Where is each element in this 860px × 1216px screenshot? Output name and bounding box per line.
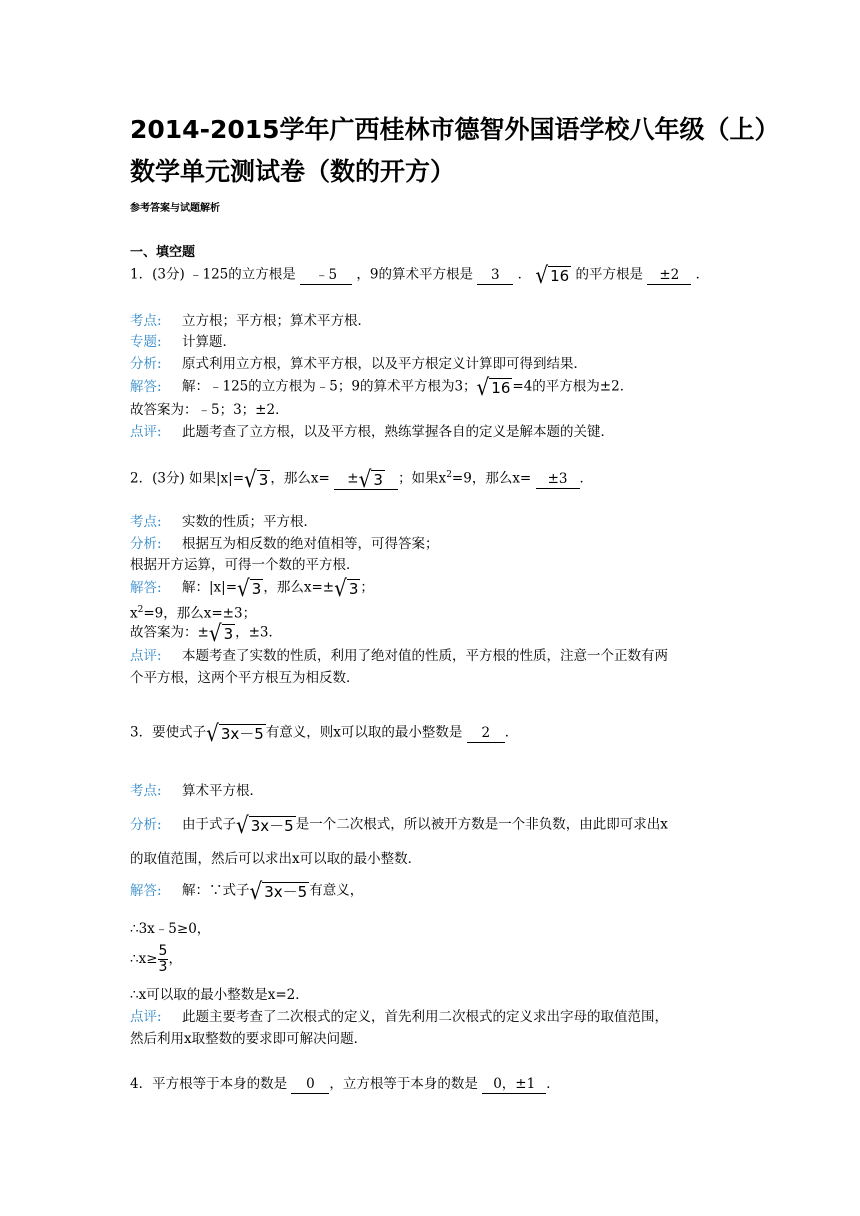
q4-stem: 4．平方根等于本身的数是 0 ，立方根等于本身的数是 0，±1 ． xyxy=(130,1076,560,1092)
q1-zhuanti: 专题: 计算题． xyxy=(130,334,236,350)
page-title-line2: 数学单元测试卷（数的开方） xyxy=(130,157,456,186)
q2-kaodian: 考点: 实数的性质；平方根． xyxy=(130,514,317,530)
q3-kaodian: 考点: 算术平方根． xyxy=(130,783,263,799)
q1-kaodian: 考点: 立方根；平方根；算术平方根． xyxy=(130,313,371,329)
q1-jieda: 解答: 解：﹣125的立方根为﹣5；9的算术平方根为3； √ 16 =4的平方根为±2． xyxy=(130,373,634,401)
q4-blank1: 0 xyxy=(291,1075,329,1094)
q3-line1: ∴3x﹣5≥0， xyxy=(130,921,211,937)
q3-dianping: 点评: 此题主要考查了二次根式的定义，首先利用二次根式的定义求出字母的取值范围， xyxy=(130,1009,668,1025)
sqrt-3: √ 3 xyxy=(244,465,269,493)
q2-jieda: 解答: 解：|x|= √ 3 ，那么x=± √ 3 ； xyxy=(130,574,374,602)
q1-dianping: 点评: 此题考查了立方根，以及平方根，熟练掌握各自的定义是解本题的关键． xyxy=(130,424,614,440)
q3-stem: 3．要使式子 √ 3x－5 有意义，则x可以取的最小整数是 2 ． xyxy=(130,719,519,747)
q2-fenxi-2: 根据开方运算，可得一个数的平方根． xyxy=(130,557,360,573)
q1-blank2: 3 xyxy=(477,266,513,285)
q2-dianping-2: 个平方根，这两个平方根互为相反数． xyxy=(130,670,360,686)
q2-blank1: ± √ 3 xyxy=(334,469,398,490)
q2-line2: $x^2=9$，那么x=±3； xyxy=(130,605,257,622)
q1-blank1: ﹣5 xyxy=(300,266,352,285)
fraction-5-3: $\frac{5}{3}$ xyxy=(158,943,168,975)
q1-blank3: ±2 xyxy=(647,266,691,285)
q3-dianping-2: 然后利用x取整数的要求即可解决问题． xyxy=(130,1031,368,1047)
q3-fenxi: 分析: 由于式子 √ 3x－5 是一个二次根式，所以被开方数是一个非负数，由此即可求出x xyxy=(130,811,668,839)
page-title-line1: 2014-2015学年广西桂林市德智外国语学校八年级（上） xyxy=(130,115,780,144)
q2-fenxi: 分析: 根据互为相反数的绝对值相等，可得答案； xyxy=(130,536,439,552)
section-heading: 一、填空题 xyxy=(130,245,196,260)
subtitle: 参考答案与试题解析 xyxy=(130,203,220,214)
q3-blank: 2 xyxy=(467,724,505,743)
q1-answer: 故答案为：﹣5；3；±2． xyxy=(130,402,289,418)
q3-line2: ∴x≥ $\frac{5}{3}$ ， xyxy=(130,943,182,975)
q2-stem: 2．(3分) 如果|x|= √ 3 ，那么x= ± √ 3 ；如果$x^2=9$，那么x= ±3 ． xyxy=(130,465,594,493)
q2-blank2: ±3 xyxy=(536,470,580,489)
q3-line3: ∴x可以取的最小整数是x=2． xyxy=(130,987,309,1003)
sqrt-3x-5: √ 3x－5 xyxy=(206,719,264,747)
q2-answer: 故答案为：± √ 3 ，±3． xyxy=(130,619,283,647)
sqrt-16: √ 16 xyxy=(535,261,570,289)
q1-stem: 1．(3分) ﹣125的立方根是 ﹣5 ，9的算术平方根是 3 ． √ 16 的平方根是 ±2 ． xyxy=(130,261,710,289)
q3-fenxi-2: 的取值范围，然后可以求出x可以取的最小整数． xyxy=(130,851,422,867)
q2-dianping: 点评: 本题考查了实数的性质，利用了绝对值的性质，平方根的性质，注意一个正数有两 xyxy=(130,648,668,664)
q1-fenxi: 分析: 原式利用立方根，算术平方根，以及平方根定义计算即可得到结果． xyxy=(130,356,587,372)
q3-jieda: 解答: 解：∵式子 √ 3x－5 有意义， xyxy=(130,877,364,905)
q4-blank2: 0，±1 xyxy=(482,1075,546,1094)
sqrt-16: √ 16 xyxy=(476,373,511,401)
